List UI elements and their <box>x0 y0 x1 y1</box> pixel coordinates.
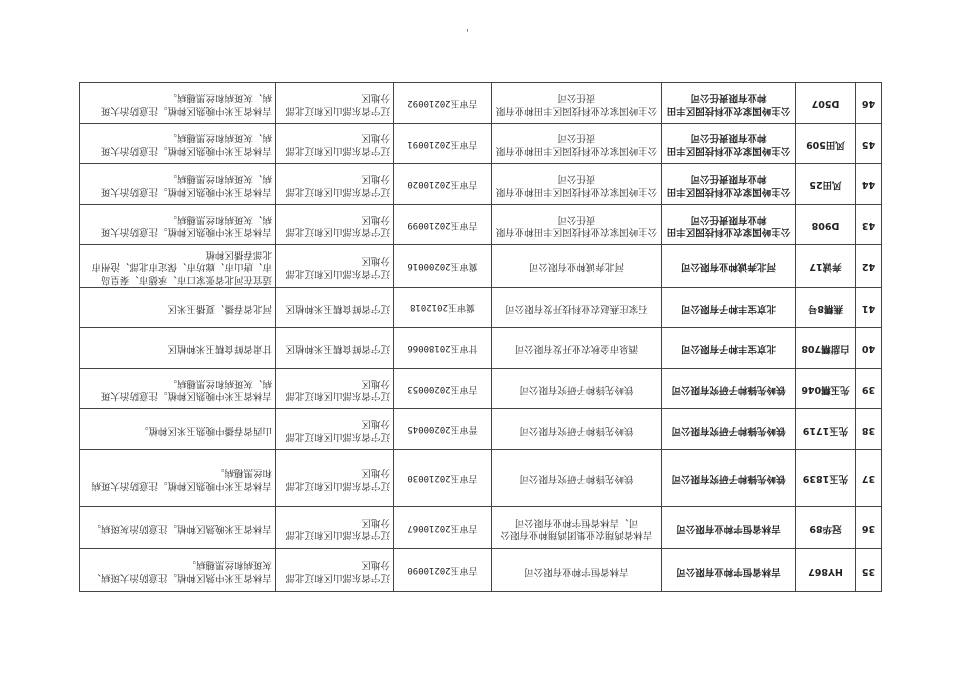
approval-number: 吉审玉20210030 <box>394 449 492 506</box>
row-number: 45 <box>856 123 882 164</box>
original-region-note: 吉林省玉米中晚熟区种植。注意防治大斑病和丝黑穗病。 <box>80 449 276 506</box>
table-row <box>80 164 882 205</box>
applicant-name: 公主岭国家农业科技园区丰田种业有限责任公司 <box>662 204 796 245</box>
approval-number: 吉审玉20210067 <box>394 506 492 549</box>
applicant-name: 公主岭国家农业科技园区丰田种业有限责任公司 <box>662 83 796 124</box>
variety-name: 燕糯8号 <box>796 287 856 328</box>
approval-number: 吉审玉20210090 <box>394 549 492 592</box>
extension-region: 辽宁省东部山区和辽北部分地区 <box>276 368 394 409</box>
variety-table <box>79 82 882 592</box>
approval-number: 吉审玉20210091 <box>394 123 492 164</box>
original-region-note: 吉林省玉米晚熟区种植。注意防治灰斑病。 <box>80 506 276 549</box>
applicant-name: 河北奔诚种业有限公司 <box>662 245 796 287</box>
row-number: 40 <box>856 328 882 369</box>
row-number: 38 <box>856 409 882 450</box>
applicant-name: 铁岭先锋种子研究有限公司 <box>662 409 796 450</box>
breeder-name: 公主岭国家农业科技园区丰田种业有限责任公司 <box>492 123 662 164</box>
extension-region: 辽宁省东部山区和辽北部分地区 <box>276 123 394 164</box>
variety-name: D908 <box>796 204 856 245</box>
original-region-note: 山西省春播中晚熟玉米区种植。 <box>80 409 276 450</box>
original-region-note: 吉林省玉米中熟区种植。注意防治大斑病、灰斑病和丝黑穗病。 <box>80 549 276 592</box>
original-region-note: 吉林省玉米中晚熟区种植。注意防治大斑病、灰斑病和丝黑穗病。 <box>80 164 276 205</box>
variety-name: HY867 <box>796 549 856 592</box>
table-row <box>80 123 882 164</box>
table-row <box>80 449 882 506</box>
extension-region: 辽宁省东部山区和辽北部分地区 <box>276 204 394 245</box>
row-number: 36 <box>856 506 882 549</box>
original-region-note: 吉林省玉米中晚熟区种植。注意防治大斑病、灰斑病和丝黑穗病。 <box>80 83 276 124</box>
variety-name: D507 <box>796 83 856 124</box>
extension-region: 辽宁省东部山区和辽北部分地区 <box>276 83 394 124</box>
extension-region: 辽宁省东部山区和辽北部分地区 <box>276 449 394 506</box>
original-region-note: 吉林省玉米中晚熟区种植。注意防治大斑病、灰斑病和丝黑穗病。 <box>80 368 276 409</box>
table-row <box>80 368 882 409</box>
variety-name: 风田25 <box>796 164 856 205</box>
applicant-name: 北京宝丰种子有限公司 <box>662 328 796 369</box>
table-row <box>80 328 882 369</box>
applicant-name: 公主岭国家农业科技园区丰田种业有限责任公司 <box>662 123 796 164</box>
breeder-name: 公主岭国家农业科技园区丰田种业有限责任公司 <box>492 83 662 124</box>
breeder-name: 河北奔诚种业有限公司 <box>492 245 662 287</box>
row-number: 44 <box>856 164 882 205</box>
applicant-name: 北京宝丰种子有限公司 <box>662 287 796 328</box>
extension-region: 辽宁省鲜食糯玉米种植区 <box>276 328 394 369</box>
breeder-name: 铁岭先锋种子研究有限公司 <box>492 409 662 450</box>
original-region-note: 适宜在河北省张家口市、承德市、秦皇岛市、唐山市、廊坊市、保定市北部、沧州市北部春播区种植 <box>80 245 276 287</box>
variety-name: 冠华89 <box>796 506 856 549</box>
approval-number: 吉审玉20210099 <box>394 204 492 245</box>
variety-name: 先玉糯046 <box>796 368 856 409</box>
approval-number: 冀审玉2012018 <box>394 287 492 328</box>
row-number: 35 <box>856 549 882 592</box>
extension-region: 辽宁省鲜食糯玉米种植区 <box>276 287 394 328</box>
table-row <box>80 83 882 124</box>
breeder-name: 铁岭先锋种子研究有限公司 <box>492 368 662 409</box>
row-number: 42 <box>856 245 882 287</box>
original-region-note: 吉林省玉米中晚熟区种植。注意防治大斑病、灰斑病和丝黑穗病。 <box>80 123 276 164</box>
applicant-name: 铁岭先锋种子研究有限公司 <box>662 368 796 409</box>
row-number: 46 <box>856 83 882 124</box>
table-row <box>80 204 882 245</box>
table-row <box>80 549 882 592</box>
table-row <box>80 409 882 450</box>
variety-name: 风田509 <box>796 123 856 164</box>
original-region-note: 甘肃省鲜食糯玉米种植区 <box>80 328 276 369</box>
approval-number: 吉审玉20210020 <box>394 164 492 205</box>
extension-region: 辽宁省东部山区和辽北部分地区 <box>276 549 394 592</box>
variety-name: 先玉1839 <box>796 449 856 506</box>
original-region-note: 吉林省玉米中晚熟区种植。注意防治大斑病、灰斑病和丝黑穗病。 <box>80 204 276 245</box>
page-mark: ' <box>466 28 469 39</box>
extension-region: 辽宁省东部山区和辽北部分地区 <box>276 506 394 549</box>
row-number: 39 <box>856 368 882 409</box>
breeder-name: 吉林省恒宇种业有限公司 <box>492 549 662 592</box>
breeder-name: 酒泉市金秋农业开发有限公司 <box>492 328 662 369</box>
variety-name: 先玉1719 <box>796 409 856 450</box>
extension-region: 辽宁省东部山区和辽北部分地区 <box>276 164 394 205</box>
table-row <box>80 287 882 328</box>
extension-region: 辽宁省东部山区和辽北部分地区 <box>276 409 394 450</box>
breeder-name: 公主岭国家农业科技园区丰田种业有限责任公司 <box>492 204 662 245</box>
original-region-note: 河北省春播、夏播玉米区 <box>80 287 276 328</box>
breeder-name: 公主岭国家农业科技园区丰田种业有限责任公司 <box>492 164 662 205</box>
row-number: 43 <box>856 204 882 245</box>
approval-number: 冀审玉20200016 <box>394 245 492 287</box>
applicant-name: 吉林省恒宇种业有限公司 <box>662 549 796 592</box>
approval-number: 甘审玉20180066 <box>394 328 492 369</box>
approval-number: 吉审玉20210092 <box>394 83 492 124</box>
variety-table-sheet <box>80 82 882 592</box>
breeder-name: 铁岭先锋种子研究有限公司 <box>492 449 662 506</box>
breeder-name: 石家庄燕赵农业科技开发有限公司 <box>492 287 662 328</box>
breeder-name: 吉林省鸿翔农业集团鸿翔种业有限公司、吉林省恒宇种业有限公司 <box>492 506 662 549</box>
row-number: 37 <box>856 449 882 506</box>
variety-name: 奔诚17 <box>796 245 856 287</box>
table-row <box>80 245 882 287</box>
applicant-name: 铁岭先锋种子研究有限公司 <box>662 449 796 506</box>
row-number: 41 <box>856 287 882 328</box>
extension-region: 辽宁省东部山区和辽北部分地区 <box>276 245 394 287</box>
variety-name: 白甜糯708 <box>796 328 856 369</box>
approval-number: 吉审玉20200053 <box>394 368 492 409</box>
table-row <box>80 506 882 549</box>
approval-number: 晋审玉20200045 <box>394 409 492 450</box>
applicant-name: 吉林省恒宇种业有限公司 <box>662 506 796 549</box>
applicant-name: 公主岭国家农业科技园区丰田种业有限责任公司 <box>662 164 796 205</box>
